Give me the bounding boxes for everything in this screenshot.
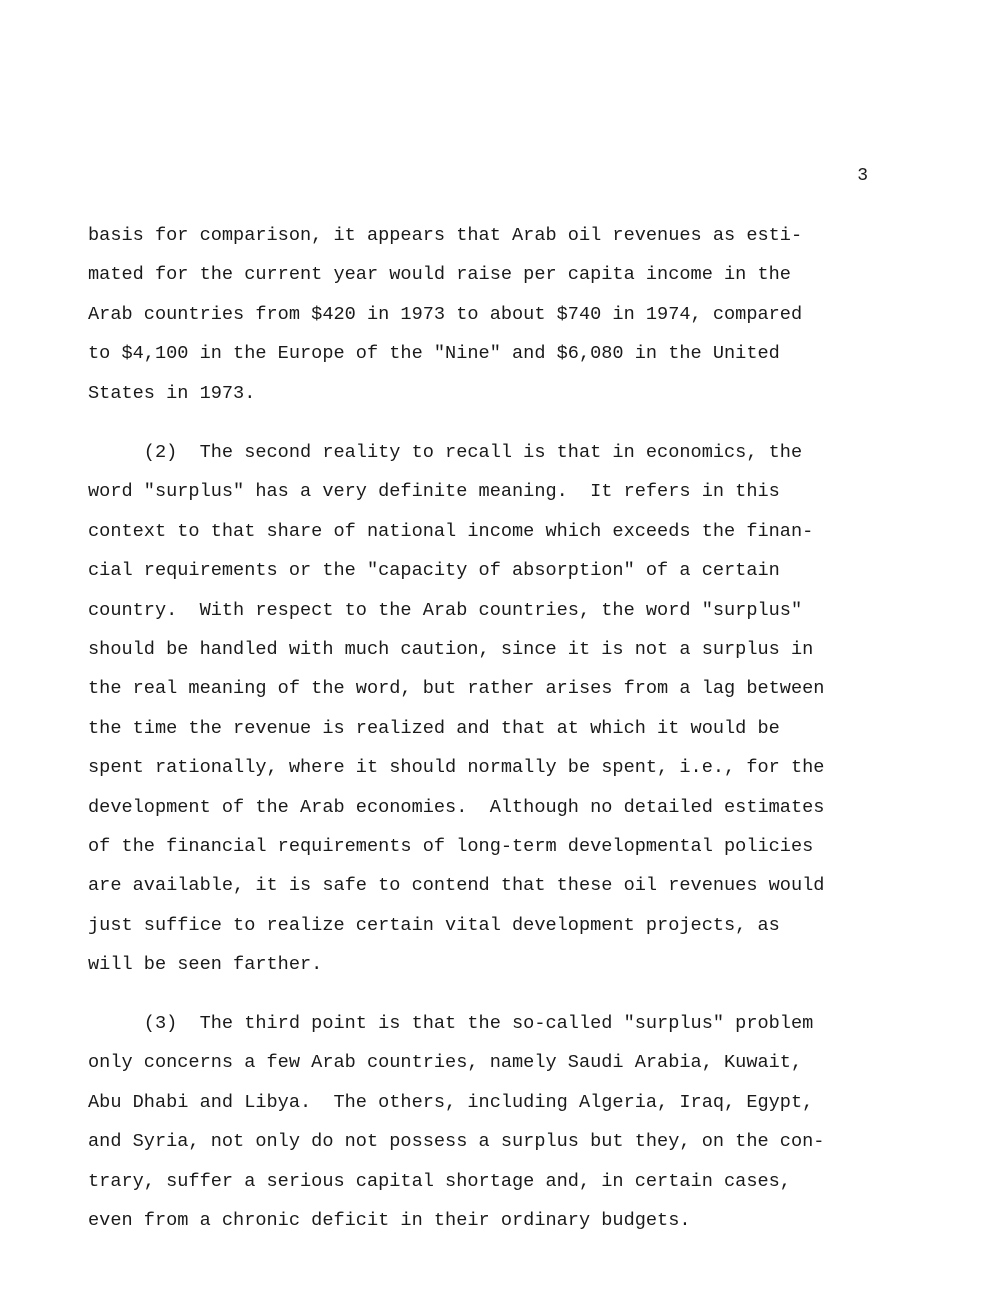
paragraph-per-capita-income [88,216,802,413]
text-line: should be handled with much caution, since it is not a surplus in [88,638,814,660]
text-line: Arab countries from $420 in 1973 to about $740 in 1974, compared [88,303,803,325]
text-line: even from a chronic deficit in their ordinary budgets. [88,1209,691,1231]
text-line: States in 1973. [88,382,256,404]
text-line: mated for the current year would raise per capita income in the [88,264,791,286]
text-line: the real meaning of the word, but rather arises from a lag between [88,678,825,700]
text-line: development of the Arab economies. Although no detailed estimates [88,796,825,818]
text-line: only concerns a few Arab countries, namely Saudi Arabia, Kuwait, [88,1052,803,1074]
paragraph-second-reality [88,433,824,984]
text-line: to $4,100 in the Europe of the "Nine" and $6,080 in the United [88,343,780,365]
text-line: (2) The second reality to recall is that in economics, the [88,442,803,463]
text-line: Abu Dhabi and Libya. The others, including Algeria, Iraq, Egypt, [88,1091,814,1113]
text-line: of the financial requirements of long-term developmental policies [88,835,814,857]
paragraph-third-point [88,1004,824,1240]
text-line: are available, it is safe to contend that these oil revenues would [88,875,825,897]
text-line: word "surplus" has a very definite meaning. It refers in this [88,481,780,503]
text-line: context to that share of national income which exceeds the finan- [88,520,814,542]
text-line: will be seen farther. [88,954,323,976]
text-line: country. With respect to the Arab countries, the word "surplus" [88,599,803,621]
text-line: (3) The third point is that the so-called "surplus" problem [88,1013,814,1034]
text-line: basis for comparison, it appears that Arab oil revenues as esti- [88,225,803,246]
text-line: the time the revenue is realized and that at which it would be [88,717,780,739]
page-number: 3 [857,166,868,186]
text-line: cial requirements or the "capacity of absorption" of a certain [88,560,780,582]
text-line: just suffice to realize certain vital development projects, as [88,914,780,936]
text-line: and Syria, not only do not possess a surplus but they, on the con- [88,1131,825,1153]
text-line: trary, suffer a serious capital shortage and, in certain cases, [88,1170,791,1192]
text-line: spent rationally, where it should normally be spent, i.e., for the [88,757,825,779]
